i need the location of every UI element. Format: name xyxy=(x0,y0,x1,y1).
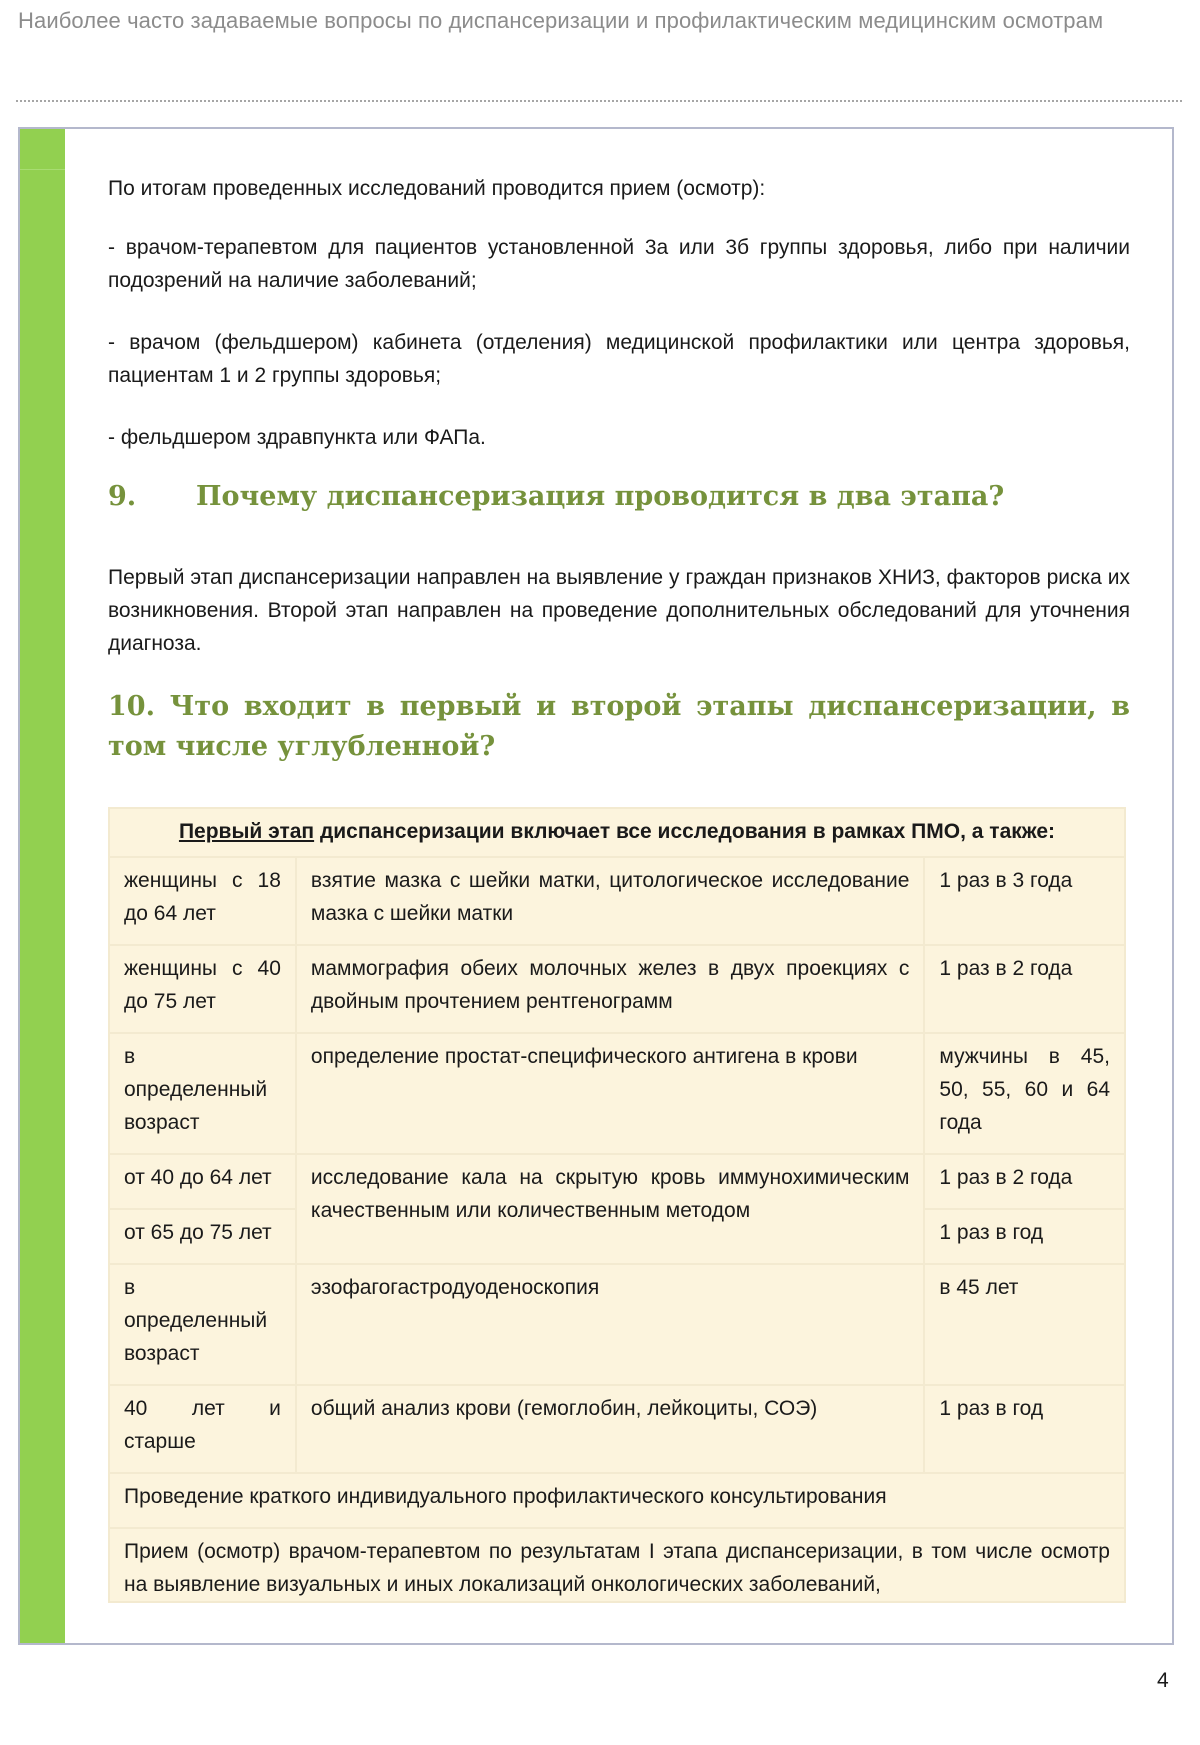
side-bar-divider xyxy=(20,169,65,170)
table-header-row xyxy=(109,808,1125,857)
age-group-cell: от 40 до 64 лет xyxy=(109,1154,296,1209)
examination-cell: общий анализ крови (гемоглобин, лейкоциты, СОЭ) xyxy=(296,1385,924,1473)
age-group-cell: от 65 до 75 лет xyxy=(109,1209,296,1264)
examination-cell: исследование кала на скрытую кровь иммунохимическим качественным или количественным методом xyxy=(296,1154,924,1264)
running-header: Наиболее часто задаваемые вопросы по диспансеризации и профилактическим медицинским осмотрам xyxy=(18,8,1104,33)
question-10-heading: 10. Что входит в первый и второй этапы диспансеризации, в том числе углубленной? xyxy=(108,691,1130,762)
intro-item-1: - врачом-терапевтом для пациентов установленной 3а или 3б группы здоровья, либо при наличии подозрений на наличие заболеваний; xyxy=(108,236,1130,292)
table-row xyxy=(109,1385,1125,1473)
frequency-cell: мужчины в 45, 50, 55, 60 и 64 года xyxy=(924,1033,1125,1154)
frequency-cell: в 45 лет xyxy=(924,1264,1125,1385)
age-group-cell: в определенный возраст xyxy=(109,1264,296,1385)
table-header-text: диспансеризации включает все исследования в рамках ПМО, а также: xyxy=(314,820,1056,843)
table-row xyxy=(109,1154,1125,1209)
age-group-cell: 40 лет и старше xyxy=(109,1385,296,1473)
frequency-cell: 1 раз в год xyxy=(924,1385,1125,1473)
first-stage-table xyxy=(108,807,1126,1603)
table-row xyxy=(109,1264,1125,1385)
table-row xyxy=(109,857,1125,945)
table-header-cell xyxy=(109,808,1125,857)
intro-lead: По итогам проведенных исследований проводится прием (осмотр): xyxy=(108,177,766,200)
table-row-full xyxy=(109,1473,1125,1528)
examination-cell: маммография обеих молочных желез в двух проекциях с двойным прочтением рентгенограмм xyxy=(296,945,924,1033)
intro-item-2: - врачом (фельдшером) кабинета (отделения) медицинской профилактики или центра здоровья, пациентам 1 и 2 группы здоровья; xyxy=(108,331,1130,387)
side-accent-bar xyxy=(20,129,65,1643)
therapist-exam-cell: Прием (осмотр) врачом-терапевтом по результатам I этапа диспансеризации, в том числе осмотр на выявление визуальных и иных локализаций онкологических заболеваний, xyxy=(109,1528,1125,1602)
consultation-cell: Проведение краткого индивидуального профилактического консультирования xyxy=(109,1473,1125,1528)
table-row xyxy=(109,945,1125,1033)
table-header-underlined: Первый этап xyxy=(178,820,315,843)
age-group-cell: женщины с 18 до 64 лет xyxy=(109,857,296,945)
examination-cell: определение простат-специфического антигена в крови xyxy=(296,1033,924,1154)
frequency-cell: 1 раз в год xyxy=(924,1209,1125,1264)
question-9-answer: Первый этап диспансеризации направлен на выявление у граждан признаков ХНИЗ, факторов риска их возникновения. Второй этап направлен на проведение дополнительных обследований для уточнения диагноза. xyxy=(108,566,1130,655)
question-9-number: 9. xyxy=(108,481,137,512)
frequency-cell: 1 раз в 2 года xyxy=(924,1154,1125,1209)
examination-cell: взятие мазка с шейки матки, цитологическое исследование мазка с шейки матки xyxy=(296,857,924,945)
table-row-full xyxy=(109,1528,1125,1602)
question-9-title: Почему диспансеризация проводится в два этапа? xyxy=(196,481,1005,512)
frequency-cell: 1 раз в 3 года xyxy=(924,857,1125,945)
age-group-cell: женщины с 40 до 75 лет xyxy=(109,945,296,1033)
intro-item-3: - фельдшером здравпункта или ФАПа. xyxy=(108,426,486,449)
page-number: 4 xyxy=(1157,1669,1169,1692)
table-row xyxy=(109,1033,1125,1154)
frequency-cell: 1 раз в 2 года xyxy=(924,945,1125,1033)
question-9-heading xyxy=(108,477,1130,517)
examination-cell: эзофагогастродуоденоскопия xyxy=(296,1264,924,1385)
age-group-cell: в определенный возраст xyxy=(109,1033,296,1154)
header-divider xyxy=(16,100,1182,102)
